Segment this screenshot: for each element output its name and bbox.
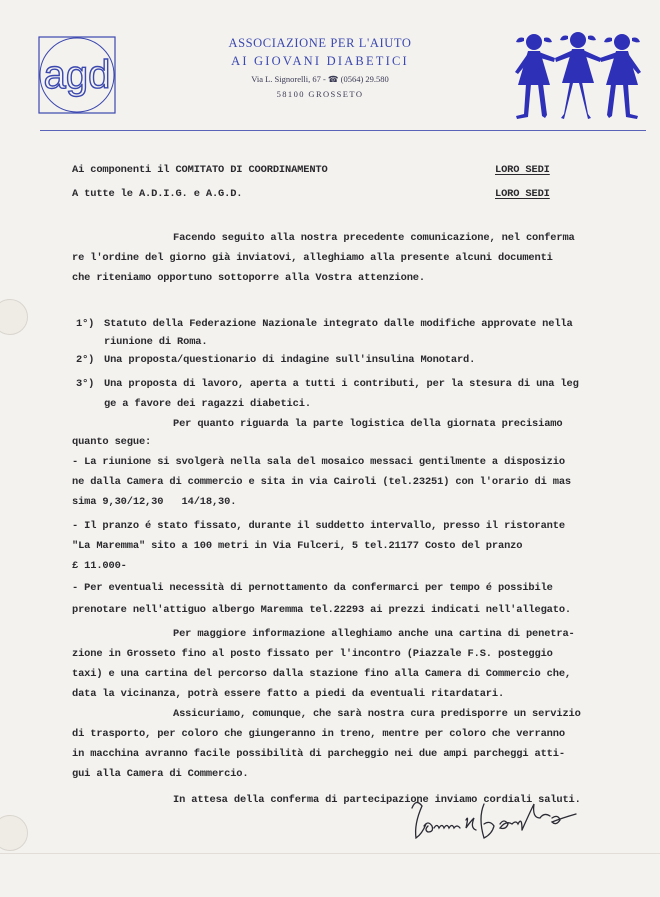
header-divider: [40, 130, 646, 131]
body-line: data la vicinanza, potrà essere fatto a piedi da eventuali ritardatari.: [72, 688, 505, 700]
org-address: Via L. Signorelli, 67 - ☎ (0564) 29.580: [251, 74, 389, 84]
body-line: - Il pranzo é stato fissato, durante il suddetto intervallo, presso il ristorante: [72, 520, 565, 532]
body-line: ne dalla Camera di commercio e sita in via Cairoli (tel.23251) con l'orario di mas: [72, 476, 572, 488]
intro-line-2: re l'ordine del giorno già inviatovi, alleghiamo alla presente alcuni documenti: [72, 252, 553, 264]
punch-hole: [0, 815, 28, 851]
handwritten-signature: [404, 794, 594, 848]
organization-header: [170, 36, 470, 99]
page-bottom-edge: [0, 853, 660, 854]
org-city: 58100 GROSSETO: [276, 89, 364, 99]
body-line: "La Maremma" sito a 100 metri in Via Fulceri, 5 tel.21177 Costo del pranzo: [72, 540, 523, 552]
closing-line: In attesa della conferma di partecipazione inviamo cordiali saluti.: [173, 794, 581, 806]
item-1-line-2: riunione di Roma.: [104, 336, 208, 348]
body-line: in macchina avranno facile possibilità di parcheggio nei due ampi parcheggi atti-: [72, 748, 565, 760]
agd-logo: [38, 36, 116, 114]
intro-line-3: che riteniamo opportuno sottoporre alla Vostra attenzione.: [72, 272, 425, 284]
punch-hole: [0, 299, 28, 335]
body-line: - La riunione si svolgerà nella sala del mosaico messaci gentilmente a disposizio: [72, 456, 565, 468]
body-line: sima 9,30/12,30 14/18,30.: [72, 496, 237, 508]
item-number-1: 1°): [76, 318, 95, 330]
body-line: taxi) e una cartina del percorso dalla stazione fino alla Camera di Commercio che,: [72, 668, 572, 680]
recipient-location-1: LORO SEDI: [495, 164, 550, 176]
logo-text: agd: [43, 53, 111, 97]
children-figures-icon: [512, 26, 644, 126]
body-line: £ 11.000-: [72, 560, 127, 572]
intro-line-1: Facendo seguito alla nostra precedente comunicazione, nel conferma: [173, 232, 575, 244]
recipient-location-2: LORO SEDI: [495, 188, 550, 200]
body-line: Assicuriamo, comunque, che sarà nostra cura predisporre un servizio: [173, 708, 581, 720]
item-1-line-1: Statuto della Federazione Nazionale integrato dalle modifiche approvate nella: [104, 318, 573, 330]
item-3-line-2: ge a favore dei ragazzi diabetici.: [104, 398, 311, 410]
body-line: Per maggiore informazione alleghiamo anche una cartina di penetra-: [173, 628, 575, 640]
body-line: zione in Grosseto fino al posto fissato per l'incontro (Piazzale F.S. posteggio: [72, 648, 553, 660]
recipient-line-2: A tutte le A.D.I.G. e A.G.D.: [72, 188, 243, 200]
body-line: - Per eventuali necessità di pernottamento da confermarci per tempo é possibile: [72, 582, 553, 594]
org-name-line1: ASSOCIAZIONE PER L'AIUTO: [228, 36, 412, 50]
body-line: di trasporto, per coloro che giungeranno in treno, mentre per coloro che verranno: [72, 728, 565, 740]
item-3-line-1: Una proposta di lavoro, aperta a tutti i contributi, per la stesura di una leg: [104, 378, 579, 390]
item-number-3: 3°): [76, 378, 95, 390]
body-line: quanto segue:: [72, 436, 152, 448]
body-line: prenotare nell'attiguo albergo Maremma tel.22293 ai prezzi indicati nell'allegato.: [72, 604, 572, 616]
body-line: Per quanto riguarda la parte logistica della giornata precisiamo: [173, 418, 563, 430]
item-2-line-1: Una proposta/questionario di indagine sull'insulina Monotard.: [104, 354, 476, 366]
body-line: gui alla Camera di Commercio.: [72, 768, 249, 780]
item-number-2: 2°): [76, 354, 95, 366]
org-name-line2: AI GIOVANI DIABETICI: [231, 54, 409, 68]
recipient-line-1: Ai componenti il COMITATO DI COORDINAMENTO: [72, 164, 328, 176]
